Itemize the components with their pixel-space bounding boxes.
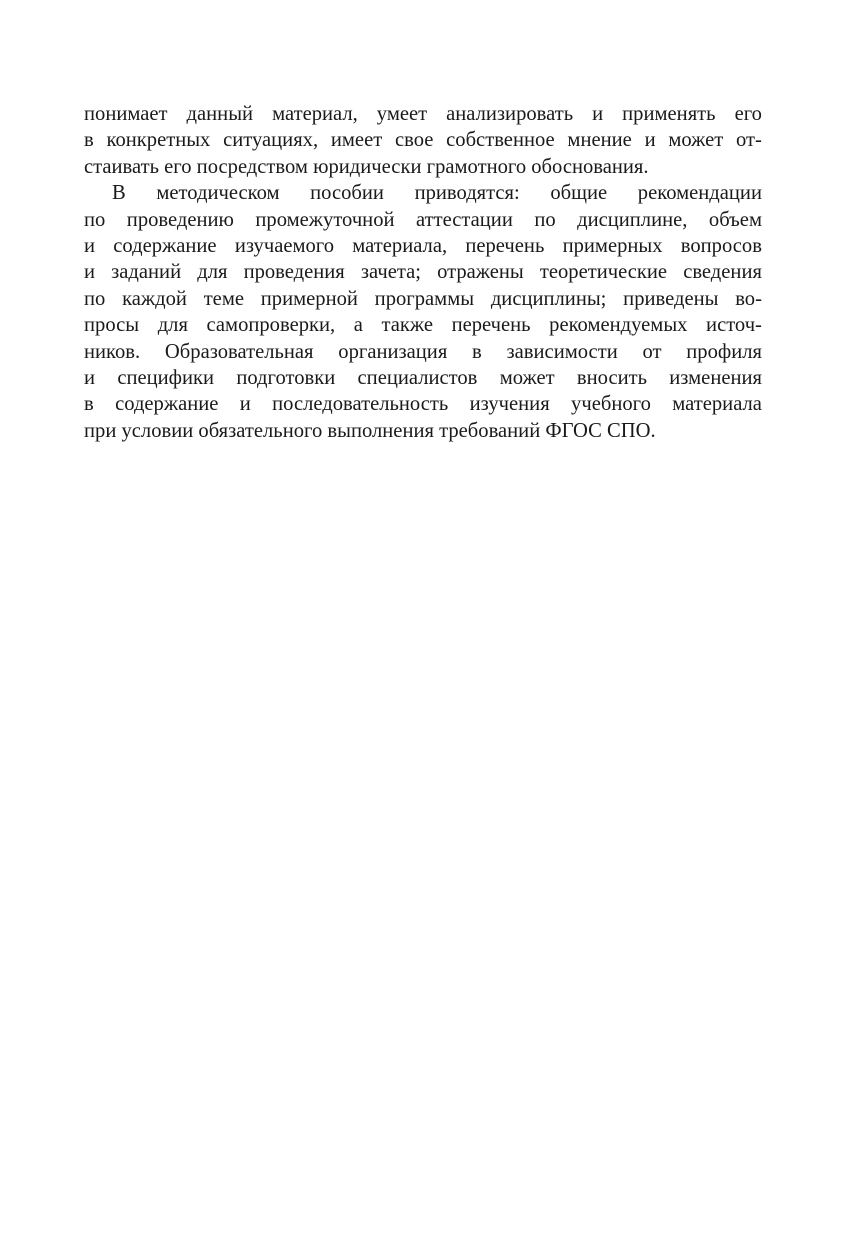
text-line: стаивать его посредством юридически грамотного обоснования. — [84, 155, 649, 178]
text-line: в содержание и последовательность изучения учебного материала — [84, 393, 762, 416]
paragraph-1 — [84, 101, 762, 180]
text-line: В методическом пособии приводятся: общие рекомендации — [112, 182, 762, 205]
text-line: и заданий для проведения зачета; отражены теоретические сведения — [84, 261, 762, 284]
text-line: понимает данный материал, умеет анализировать и применять его — [84, 103, 762, 125]
text-line: по каждой теме примерной программы дисциплины; приведены во- — [84, 287, 762, 310]
text-line: ников. Образовательная организация в зависимости от профиля — [84, 340, 762, 363]
body-text — [84, 101, 762, 444]
text-line: при условии обязательного выполнения требований ФГОС СПО. — [84, 419, 656, 442]
paragraph-2 — [84, 180, 762, 444]
text-line: просы для самопроверки, а также перечень рекомендуемых источ- — [84, 314, 762, 337]
text-line: и специфики подготовки специалистов может вносить изменения — [84, 366, 762, 389]
text-line: по проведению промежуточной аттестации по дисциплине, объем — [84, 208, 762, 231]
text-line: и содержание изучаемого материала, перечень примерных вопросов — [84, 234, 762, 257]
text-line: в конкретных ситуациях, имеет свое собственное мнение и может от- — [84, 129, 762, 152]
